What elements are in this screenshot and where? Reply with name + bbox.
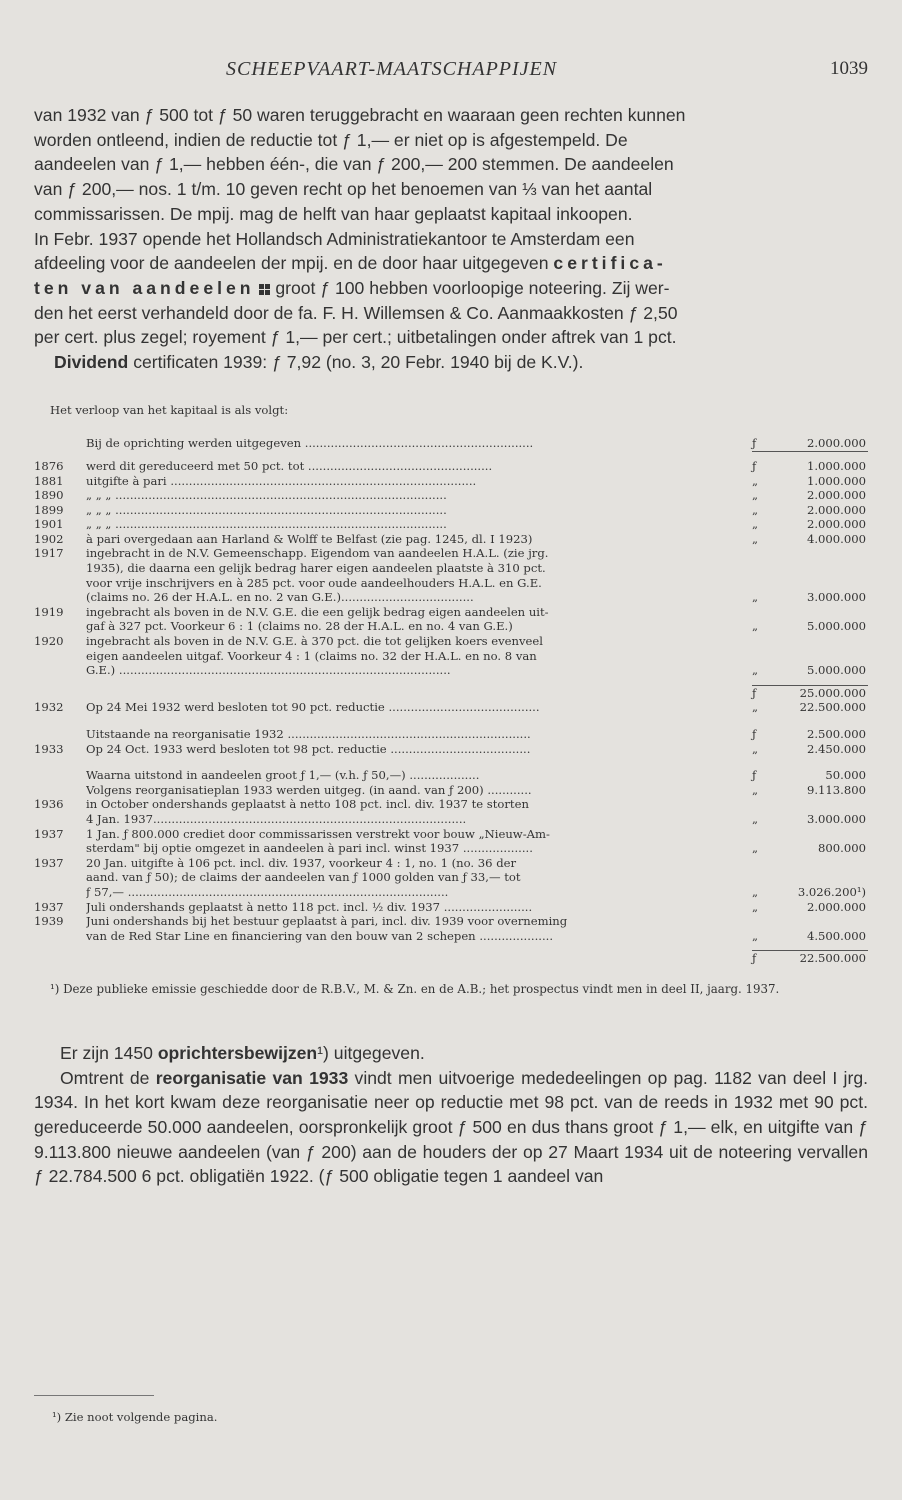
closing-paragraphs [34,1041,868,1189]
row-year: 1902 [34,531,64,546]
table-row [34,856,868,900]
row-description [86,503,752,518]
row-amount-value: 800.000 [818,841,866,856]
certificate-term-a: certifica- [553,253,667,274]
total-row-2 [34,951,868,966]
row-description [86,474,752,489]
rows-1876-1902 [34,459,868,547]
row-year: 1936 [34,797,64,812]
row-currency: „ [752,531,759,546]
row-description [86,532,752,547]
row-year [34,783,86,798]
row-currency: „ [752,811,759,826]
total-2-amount: 22.500.000 [799,951,866,966]
square-marker-icon [259,284,270,295]
row-amount-value: 50.000 [825,768,866,783]
row-year [34,436,86,451]
row-currency: „ [752,884,759,899]
row-description-line: ingebracht als boven in de N.V. G.E. à 370 pct. die tot gelijken koers evenveel [86,634,543,649]
row-amount-value: 2.000.000 [806,436,866,451]
table-row [34,546,868,604]
row-year: 1937 [34,826,64,841]
table-footnote: ¹) Deze publieke emissie geschiedde door de R.B.V., M. & Zn. en de A.B.; het prospectus vindt men in deel II, jaarg. 1937. [50,981,780,996]
intro-line-1: van 1932 van ƒ 500 tot ƒ 50 waren teruggebracht en waaraan geen rechten kunnen [34,105,686,125]
row-year: 1890 [34,488,64,503]
row-description-line: gaf à 327 pct. Voorkeur 6 : 1 (claims no. 28 der H.A.L. en no. 4 van G.E.) [86,619,513,634]
row-description [86,797,752,826]
row-amount-value: 1.000.000 [806,458,866,473]
total-1-currency: ƒ [752,685,757,700]
table-row [34,532,868,547]
row-year: 1937 [34,899,64,914]
row-description-line: „ „ „ .......................................................................................... [86,502,447,517]
row-description [86,900,752,915]
row-amount [752,812,868,827]
table-row [34,517,868,532]
row-amount-value: 3.026.200¹) [797,884,866,899]
intro-lines [34,103,868,251]
row-year: 1917 [34,546,64,561]
para2-bold: reorganisatie van 1933 [155,1067,349,1088]
total-2-currency: ƒ [752,951,757,966]
reorganisation-paragraph [34,1066,868,1190]
para2-post: vindt men uitvoerige mededeelingen op pag. 1182 van deel I jrg. 1934. In het kort kwam deze reorganisatie neer op reductie met 98 pct. van de reeds in 1932 met 90 pct. gereduceerde 50.000 aandeelen, oorspronkelijk groot ƒ 500 en dus thans groot ƒ 1,— elk, en uitgifte van ƒ 9.113.800 nieuwe aandeelen (van ƒ 200) aan de houders der op 27 Maart 1934 uit de noteering vervallen ƒ 22.784.500 6 pct. obligatiën 1922. (ƒ 500 obligatie tegen 1 aandeel van [34,1067,869,1187]
row-description-line: „ „ „ .......................................................................................... [86,517,447,532]
row-amount [752,929,868,944]
para1-post: ¹) uitgegeven. [317,1042,425,1063]
intro-line-2: worden ontleend, indien de reductie tot ƒ 1,— er niet op is afgestempeld. De [34,129,628,150]
row-currency: ƒ [752,458,757,473]
intro-line-6: In Febr. 1937 opende het Hollandsch Administratiekantoor te Amsterdam een [34,228,635,249]
para1-bold: oprichtersbewijzen [157,1042,318,1063]
row-amount-value: 2.500.000 [806,727,866,742]
table-row [34,914,868,943]
row-year: 1932 [34,700,64,715]
row-currency: ƒ [752,727,757,742]
row-amount [752,727,868,742]
row-description-line: Volgens reorganisatieplan 1933 werden uitgeg. (in aand. van ƒ 200) ............ [86,782,532,797]
table-row [34,503,868,518]
row-description [86,634,752,678]
row-currency: „ [752,488,759,503]
table-row [34,474,868,489]
row-currency: „ [752,502,759,517]
row-currency: „ [752,663,759,678]
row-description [86,727,752,742]
row-currency: „ [752,700,759,715]
row-amount-value: 22.500.000 [799,700,866,715]
row-amount [752,742,868,757]
table-row [34,700,868,715]
row-description [86,488,752,503]
row-amount [752,841,868,856]
row-amount-value: 5.000.000 [806,663,866,678]
row-amount [752,590,868,605]
row-currency: „ [752,590,759,605]
row-currency: „ [752,517,759,532]
row-1932 [34,700,868,715]
row-year [34,768,86,783]
row-description-line: (claims no. 26 der H.A.L. en no. 2 van G.E.).................................... [86,590,474,605]
row-description-line: à pari overgedaan aan Harland & Wolff te Belfast (zie pag. 1245, dl. I 1923) [86,531,533,546]
row-currency: „ [752,473,759,488]
row-description [86,459,752,474]
row-description-line: sterdam" bij optie omgezet in aandeelen à pari incl. winst 1937 ................... [86,841,533,856]
page-footnote: ¹) Zie noot volgende pagina. [52,1410,218,1424]
row-description-line: G.E.) .......................................................................................... [86,663,451,678]
row-description-line: ƒ 57,— ....................................................................................... [86,884,449,899]
table-row [34,827,868,856]
total-1-amount: 25.000.000 [799,685,866,700]
after-cert-line-2: per cert. plus zegel; royement ƒ 1,— per cert.; uitbetalingen onder aftrek van 1 pct. [34,327,677,348]
table-row [34,742,868,757]
row-amount-value: 2.000.000 [806,502,866,517]
running-title: SCHEEPVAART-MAATSCHAPPIJEN [226,58,558,80]
row-description-line: 20 Jan. uitgifte à 106 pct. incl. div. 1937, voorkeur 4 : 1, no. 1 (no. 36 der [86,855,517,870]
row-description [86,827,752,856]
row-amount [752,663,868,678]
certificate-rest: groot ƒ 100 hebben voorloopige noteering. Zij wer- [275,277,670,298]
row-amount [752,474,868,489]
row-1919 [34,605,868,634]
row-description-line: werd dit gereduceerd met 50 pct. tot .................................................. [86,458,493,473]
dividend-line [34,350,868,375]
row-description-line: Op 24 Mei 1932 werd besloten tot 90 pct. reductie ......................................... [86,700,540,715]
row-description [86,856,752,900]
table-row [34,436,868,451]
row-amount-value: 2.000.000 [806,488,866,503]
row-year: 1901 [34,517,64,532]
row-description [86,914,752,943]
row-amount [752,517,868,532]
dividend-label: Dividend [54,352,129,373]
row-amount-value: 2.450.000 [806,741,866,756]
table-row [34,634,868,678]
row-currency: ƒ [752,436,757,451]
table-row [34,900,868,915]
para1-pre: Er zijn 1450 [60,1042,153,1063]
row-description-line: Op 24 Oct. 1933 werd besloten tot 98 pct. reductie ...................................... [86,741,531,756]
table-intro: Het verloop van het kapitaal is als volgt: [50,402,289,417]
row-amount [752,503,868,518]
row-year: 1881 [34,473,64,488]
rows-reorg-1932 [34,727,868,756]
row-amount-value: 2.000.000 [806,517,866,532]
certificate-line-2 [34,276,868,301]
row-description-line: Uitstaande na reorganisatie 1932 .................................................................. [86,727,531,742]
row-description-line: voor vrije inschrijvers en à 285 pct. voor oude aandeelhouders H.A.L. en G.E. [86,575,542,590]
row-amount [752,768,868,783]
row-year: 1933 [34,741,64,756]
row-description-line: Juni ondershands bij het bestuur geplaatst à pari, incl. div. 1939 voor overneming [86,914,568,929]
row-amount-value: 4.500.000 [806,928,866,943]
row-description [86,700,752,715]
rows-founding [34,436,868,451]
row-description [86,546,752,604]
rows-1933-1939 [34,768,868,943]
table-row [34,783,868,798]
page [34,58,868,1189]
intro-paragraph [34,103,868,375]
dividend-text: certificaten 1939: ƒ 7,92 (no. 3, 20 Febr. 1940 bij de K.V.). [133,352,584,373]
para2-pre: Omtrent de [60,1067,150,1088]
row-amount [752,900,868,915]
row-amount-value: 3.000.000 [806,811,866,826]
row-amount [752,783,868,798]
table-row [34,797,868,826]
row-year: 1919 [34,604,64,619]
row-year: 1876 [34,458,64,473]
row-1917 [34,546,868,604]
row-description [86,517,752,532]
row-amount [752,459,868,474]
intro-line-5: commissarissen. De mpij. mag de helft van haar geplaatst kapitaal inkoopen. [34,203,633,224]
row-description-line: 4 Jan. 1937..................................................................................... [86,811,467,826]
row-description-line: ingebracht in de N.V. Gemeenschapp. Eigendom van aandeelen H.A.L. (zie jrg. [86,546,549,561]
row-1920 [34,634,868,678]
row-amount [752,885,868,900]
row-year: 1899 [34,502,64,517]
intro-line-3: aandeelen van ƒ 1,— hebben één-, die van ƒ 200,— 200 stemmen. De aandeelen [34,154,674,175]
row-description-line: in October ondershands geplaatst à netto 108 pct. incl. div. 1937 te storten [86,797,529,812]
row-description-line: eigen aandeelen uitgaf. Voorkeur 4 : 1 (claims no. 32 der H.A.L. en no. 8 van [86,648,537,663]
row-amount [752,532,868,547]
row-currency: ƒ [752,768,757,783]
row-currency: „ [752,619,759,634]
row-description-line: van de Red Star Line en financiering van den bouw van 2 schepen .................... [86,928,554,943]
intro-line-4: van ƒ 200,— nos. 1 t/m. 10 geven recht op het benoemen van ⅓ van het aantal [34,179,653,200]
row-year: 1939 [34,914,64,929]
row-description-line: Bij de oprichting werden uitgegeven .............................................................. [86,436,534,451]
row-description [86,742,752,757]
row-currency: „ [752,782,759,797]
row-description-line: Waarna uitstond in aandeelen groot ƒ 1,— (v.h. ƒ 50,—) ................... [86,768,480,783]
row-description-line: uitgifte à pari ................................................................................... [86,473,477,488]
row-description [86,768,752,783]
table-row [34,768,868,783]
row-amount-value: 3.000.000 [806,590,866,605]
row-amount [752,700,868,715]
row-year: 1937 [34,855,64,870]
row-description-line: 1 Jan. ƒ 800.000 crediet door commissarissen verstrekt voor bouw „Nieuw-Am- [86,826,550,841]
row-amount-value: 1.000.000 [806,473,866,488]
table-row [34,488,868,503]
founders-paragraph [34,1041,868,1066]
row-currency: „ [752,841,759,856]
row-currency: „ [752,928,759,943]
row-amount-value: 2.000.000 [806,899,866,914]
row-amount-value: 4.000.000 [806,531,866,546]
row-description-line: aand. van ƒ 50); de claims der aandeelen van ƒ 1000 golden van ƒ 33,— tot [86,870,521,885]
table-row [34,459,868,474]
row-amount [752,436,868,451]
row-description [86,783,752,798]
row-currency: „ [752,899,759,914]
row-amount [752,619,868,634]
row-year [34,727,86,742]
row-year: 1920 [34,634,64,649]
certificate-term-b: ten van aandeelen [34,277,255,298]
page-number: 1039 [830,58,868,79]
row-amount [752,488,868,503]
total-row-1 [34,686,868,701]
row-amount-value: 9.113.800 [806,782,866,797]
after-cert-line-1: den het eerst verhandeld door de fa. F. H. Willemsen & Co. Aanmaakkosten ƒ 2,50 [34,302,678,323]
row-description-line: 1935), die daarna een gelijk bedrag harer eigen aandeelen plaatste à 310 pct. [86,561,546,576]
table-row [34,605,868,634]
row-description [86,605,752,634]
table-row [34,727,868,742]
footnote-rule [34,1395,154,1396]
row-description-line: ingebracht als boven in de N.V. G.E. die een gelijk bedrag eigen aandeelen uit- [86,604,549,619]
row-description-line: „ „ „ .......................................................................................... [86,488,447,503]
row-currency: „ [752,741,759,756]
row-amount-value: 5.000.000 [806,619,866,634]
capital-table [34,403,868,997]
running-header [34,58,868,88]
intro-line-7: afdeeling voor de aandeelen der mpij. en de door haar uitgegeven [34,253,549,274]
certificate-line [34,251,868,276]
row-description [86,436,752,451]
row-description-line: Juli ondershands geplaatst à netto 118 pct. incl. ½ div. 1937 ........................ [86,899,533,914]
